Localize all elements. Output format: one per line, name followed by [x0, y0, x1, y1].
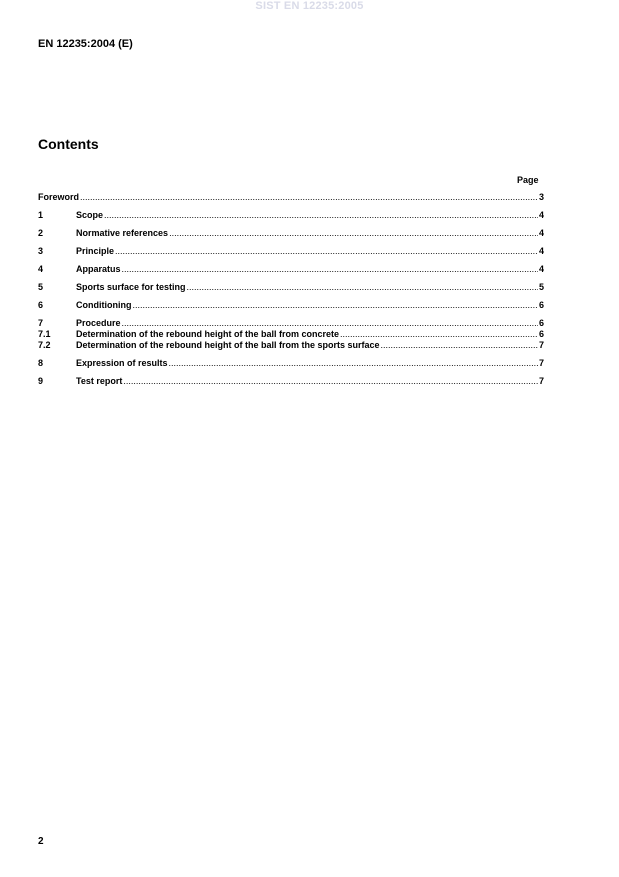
toc-entry-number: 1: [38, 210, 44, 220]
toc-dot-leader: [122, 264, 538, 275]
toc-entry-page: 3: [538, 192, 544, 202]
toc-entry-title: Expression of results: [76, 358, 168, 368]
toc-entry-page: 5: [538, 282, 544, 292]
toc-entry-procedure[interactable]: [38, 318, 544, 329]
toc-entry-expression-of-results[interactable]: [38, 358, 544, 369]
toc-entry-scope[interactable]: [38, 210, 544, 221]
toc-entry-number: 8: [38, 358, 44, 368]
toc-entry-principle[interactable]: [38, 246, 544, 257]
toc-entry-title: Principle: [76, 246, 115, 256]
toc-dot-leader: [169, 228, 538, 239]
toc-entry-number: 3: [38, 246, 44, 256]
toc-entry-title: Procedure: [76, 318, 121, 328]
toc-dot-leader: [132, 300, 538, 311]
toc-entry-title: Foreword: [38, 192, 80, 202]
toc-dot-leader: [340, 329, 538, 340]
toc-entry-number: 6: [38, 300, 44, 310]
toc-dot-leader: [122, 318, 538, 329]
toc-entry-title: Apparatus: [76, 264, 121, 274]
toc-dot-leader: [104, 210, 538, 221]
toc-entry-title: Sports surface for testing: [76, 282, 186, 292]
toc-entry-7-2[interactable]: [38, 340, 544, 351]
page-number: 2: [38, 836, 44, 847]
toc-entry-title: Determination of the rebound height of the ball from the sports surface: [76, 340, 380, 350]
toc-entry-test-report[interactable]: [38, 376, 544, 387]
toc-entry-page: 4: [538, 264, 544, 274]
toc-entry-page: 7: [538, 358, 544, 368]
toc-entry-apparatus[interactable]: [38, 264, 544, 275]
toc-entry-page: 7: [538, 376, 544, 386]
toc-entry-foreword[interactable]: [38, 192, 544, 203]
toc-entry-title: Conditioning: [76, 300, 132, 310]
toc-entry-page: 4: [538, 246, 544, 256]
toc-entry-title: Scope: [76, 210, 104, 220]
toc-entry-number: 9: [38, 376, 44, 386]
toc-entry-page: 6: [538, 300, 544, 310]
toc-dot-leader: [381, 340, 538, 351]
toc-entry-page: 6: [538, 329, 544, 339]
document-id: EN 12235:2004 (E): [38, 38, 133, 50]
contents-title: Contents: [38, 136, 99, 152]
toc-entry-7-1[interactable]: [38, 329, 544, 340]
page-column-heading: Page: [517, 175, 539, 185]
toc-entry-title: Determination of the rebound height of the ball from concrete: [76, 329, 340, 339]
toc-entry-number: 4: [38, 264, 44, 274]
toc-entry-page: 4: [538, 210, 544, 220]
watermark: SIST EN 12235:2005: [255, 0, 364, 12]
toc-dot-leader: [80, 192, 538, 203]
toc-entry-page: 4: [538, 228, 544, 238]
toc-dot-leader: [123, 376, 538, 387]
toc-entry-page: 6: [538, 318, 544, 328]
toc-entry-title: Test report: [76, 376, 123, 386]
toc-dot-leader: [169, 358, 538, 369]
toc-entry-number: 7: [38, 318, 44, 328]
toc-entry-page: 7: [538, 340, 544, 350]
table-of-contents: [38, 192, 544, 387]
toc-dot-leader: [187, 282, 538, 293]
toc-entry-number: 2: [38, 228, 44, 238]
toc-entry-number: 7.1: [38, 329, 51, 339]
toc-entry-number: 7.2: [38, 340, 51, 350]
toc-entry-normative-references[interactable]: [38, 228, 544, 239]
toc-entry-conditioning[interactable]: [38, 300, 544, 311]
toc-entry-title: Normative references: [76, 228, 169, 238]
toc-dot-leader: [115, 246, 538, 257]
toc-entry-number: 5: [38, 282, 44, 292]
toc-entry-sports-surface[interactable]: [38, 282, 544, 293]
